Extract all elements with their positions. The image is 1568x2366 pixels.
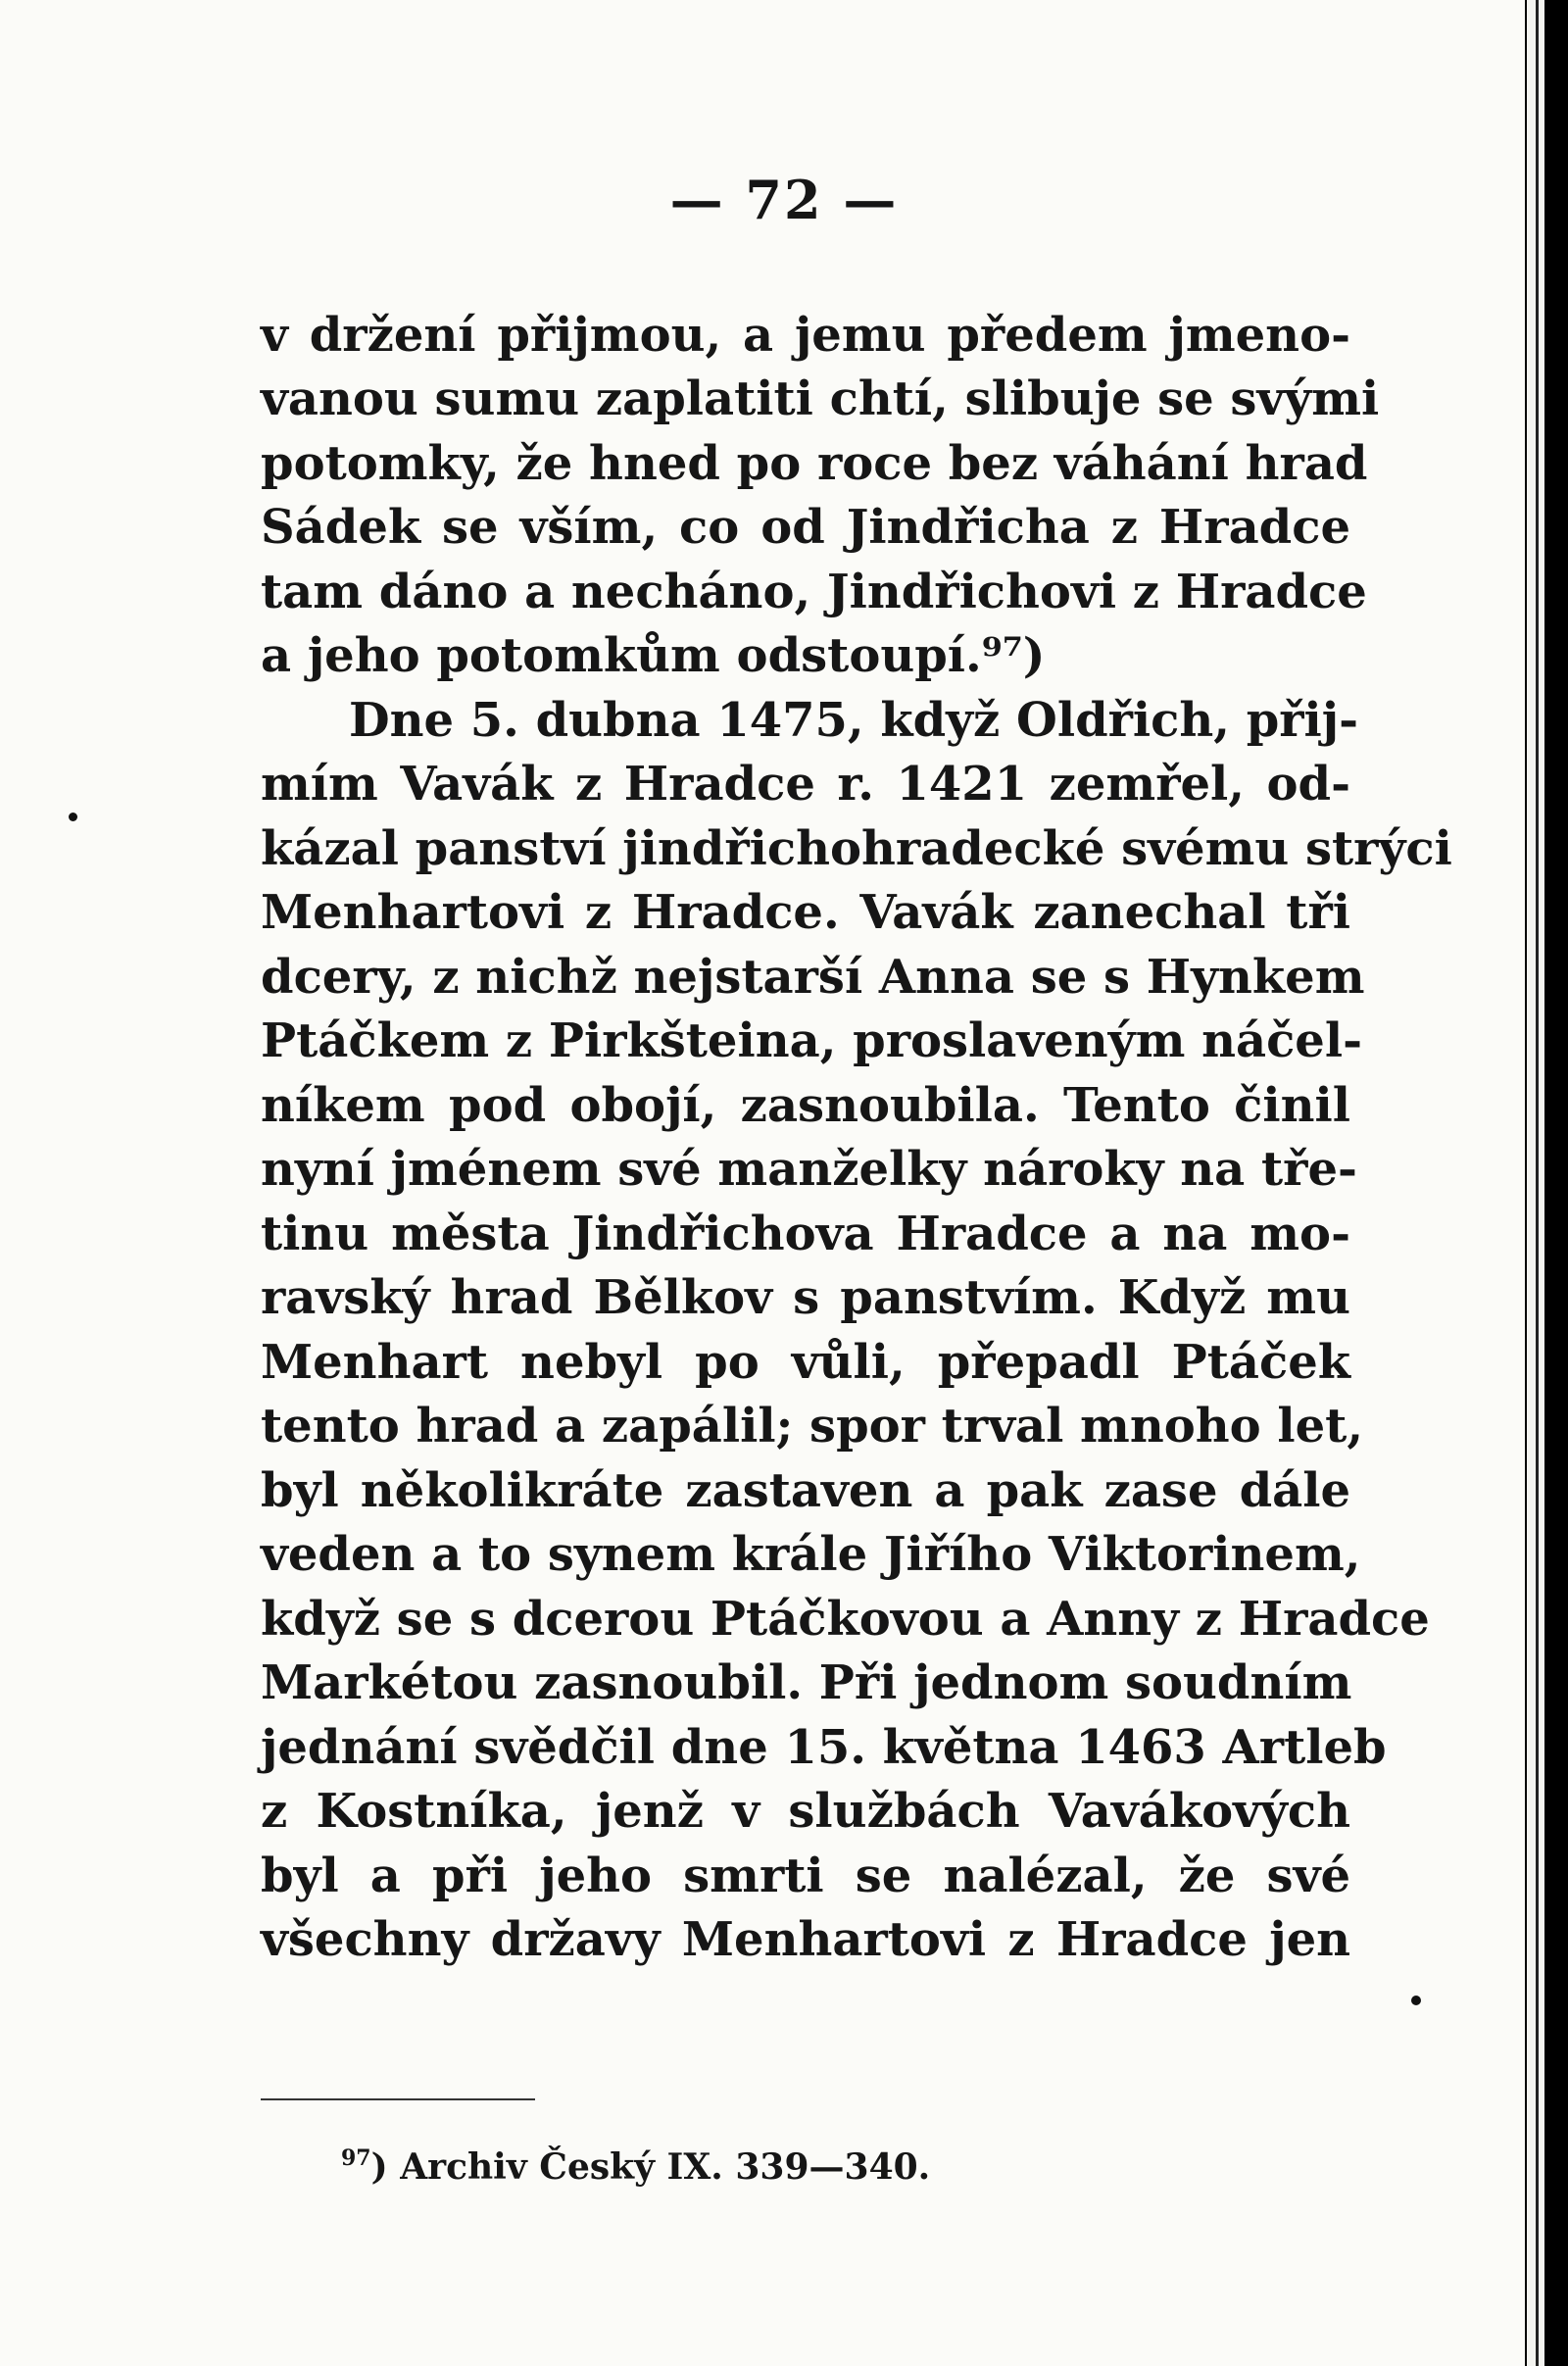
text-line: Dne 5. dubna 1475, když Oldřich, přij- — [349, 693, 1359, 748]
scan-speck — [69, 813, 77, 821]
text-line: byl a při jeho smrti se nalézal, že své — [261, 1848, 1350, 1903]
text-line: Ptáčkem z Pirkšteina, proslaveným náčel- — [261, 1013, 1362, 1068]
footnote-text: ) Archiv Český IX. 339—340. — [370, 2146, 931, 2188]
text-line: Menhartovi z Hradce. Vavák zanechal tři — [261, 885, 1350, 940]
text-line: tento hrad a zapálil; spor trval mnoho let, — [261, 1399, 1364, 1454]
text-line: jednání svědčil dne 15. května 1463 Artleb — [261, 1720, 1387, 1775]
text-line: a jeho potomkům odstoupí.⁹⁷) — [261, 628, 1046, 683]
text-line: byl několikráte zastaven a pak zase dále — [261, 1463, 1350, 1518]
text-line: nyní jménem své manželky nároky na tře- — [261, 1142, 1357, 1197]
binding-line — [1536, 0, 1539, 2366]
page-number: — 72 — — [669, 169, 899, 231]
text-line: veden a to synem krále Jiřího Viktorinem, — [261, 1527, 1361, 1582]
text-line: když se s dcerou Ptáčkovou a Anny z Hradce — [261, 1592, 1430, 1647]
scan-speck — [1411, 1996, 1421, 2005]
text-line: vanou sumu zaplatiti chtí, slibuje se svými — [261, 371, 1380, 426]
text-line: níkem pod obojí, zasnoubila. Tento činil — [261, 1078, 1350, 1133]
text-line: z Kostníka, jenž v službách Vavákových — [261, 1784, 1350, 1839]
text-line: tinu města Jindřichova Hradce a na mo- — [261, 1207, 1350, 1261]
text-line: všechny državy Menhartovi z Hradce jen — [261, 1912, 1350, 1967]
footnote-divider — [261, 2098, 535, 2100]
footnote — [341, 2145, 930, 2188]
footnote-marker: 97 — [341, 2145, 371, 2171]
text-line: tam dáno a necháno, Jindřichovi z Hradce — [261, 565, 1367, 619]
text-line: kázal panství jindřichohradecké svému strýci — [261, 821, 1452, 876]
text-line: Menhart nebyl po vůli, přepadl Ptáček — [261, 1335, 1350, 1390]
text-line: mím Vavák z Hradce r. 1421 zemřel, od- — [261, 757, 1350, 812]
text-line: v držení přijmou, a jemu předem jmeno- — [261, 308, 1350, 363]
text-line: ravský hrad Bělkov s panstvím. Když mu — [261, 1270, 1350, 1325]
text-line: Markétou zasnoubil. Při jednom soudním — [261, 1655, 1352, 1710]
text-line: potomky, že hned po roce bez váhání hrad — [261, 436, 1368, 491]
text-line: dcery, z nichž nejstarší Anna se s Hynkem — [261, 950, 1365, 1005]
text-line: Sádek se vším, co od Jindřicha z Hradce — [261, 500, 1350, 555]
